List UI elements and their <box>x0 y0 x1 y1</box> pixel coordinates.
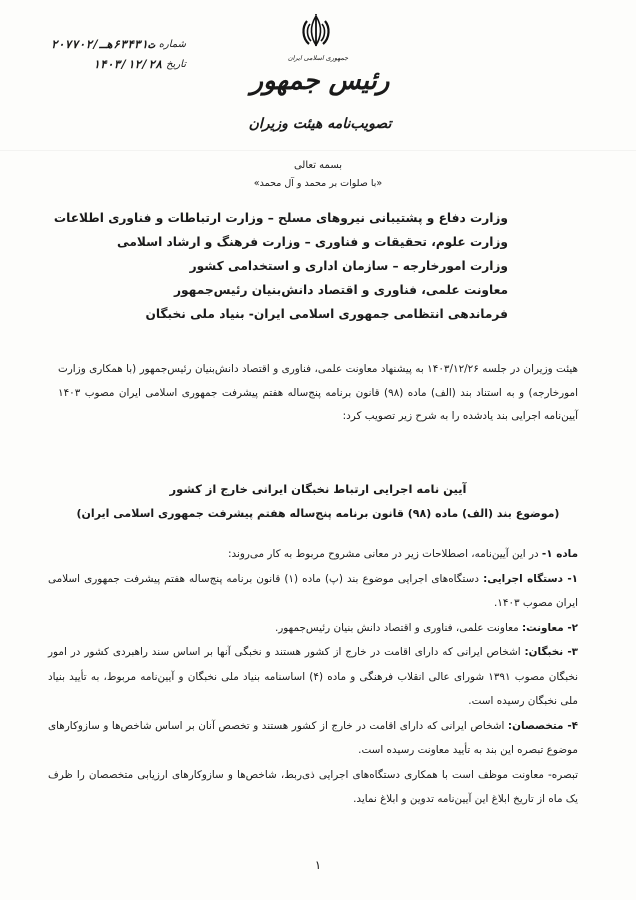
letterhead-brand: رئیس جمهور <box>250 66 390 96</box>
definition-2-heading: ۲- معاونت: <box>522 621 578 634</box>
iran-emblem-icon <box>296 12 336 52</box>
article-1-heading: ماده ۱- <box>541 548 578 560</box>
definition-3-heading: ۳- نخبگان: <box>524 646 579 658</box>
meta-date-row <box>16 54 186 74</box>
number-label: شماره <box>158 38 186 50</box>
regulation-body <box>48 542 578 812</box>
regulation-title: آیین نامه اجرایی ارتباط نخبگان ایرانی خارج از کشور <box>169 482 467 496</box>
regulation-subtitle: (موضوع بند (الف) ماده (۹۸) قانون برنامه پنج‌ساله هفتم پیشرفت جمهوری اسلامی ایران) <box>76 507 560 520</box>
definition-4 <box>48 714 578 763</box>
page-number: ۱ <box>314 858 322 872</box>
date-value: ۱۴۰۳/۱۲/۲۸ <box>92 57 163 71</box>
number-value: ۲۰۷۷۰۲/ت۶۳۴۳۱هـ <box>50 37 155 51</box>
article-1 <box>48 542 578 567</box>
definition-3 <box>48 640 578 714</box>
definition-1 <box>48 567 578 616</box>
letterhead-subtitle: تصویب‌نامه هیئت وزیران <box>248 116 392 132</box>
definition-1-text: دستگاه‌های اجرایی موضوع بند (پ) ماده (۱) قانون برنامه پنج‌ساله هفتم پیشرفت جمهوری اسلامی ایران مصوب ۱۴۰۳. <box>48 572 578 609</box>
definition-3-text: اشخاص ایرانی که دارای اقامت در خارج از کشور هستند و نخبگی آنها بر اساس سند راهبردی کشور در امور نخبگان مصوب ۱۳۹۱ شورای عالی انقلاب فرهنگی و ماده (۴) اساسنامه بنیاد ملی نخبگان و آیین‌نامه مربوط، به تأیید بنیاد ملی نخبگان رسیده است. <box>48 646 578 707</box>
salawat: «با صلوات بر محمد و آل محمد» <box>253 178 383 189</box>
addressee-line: وزارت دفاع و پشتیبانی نیروهای مسلح – وزارت ارتباطات و فناوری اطلاعات <box>53 211 508 225</box>
definition-2-text: معاونت علمی، فناوری و اقتصاد دانش بنیان رئیس‌جمهور. <box>274 621 522 634</box>
bismillah: بسمه تعالی <box>293 160 343 171</box>
addressee-line: معاونت علمی، فناوری و اقتصاد دانش‌بنیان رئیس‌جمهور <box>174 283 508 297</box>
intro-paragraph: هیئت وزیران در جلسه ۱۴۰۳/۱۲/۲۶ به پیشنهاد معاونت علمی، فناوری و اقتصاد دانش‌بنیان رئیس‌جمهور (با همکاری وزارت امورخارجه) و به استناد بند (الف) ماده (۹۸) قانون برنامه پنج‌ساله هفتم پیشرفت جمهوری اسلامی ایران مصوب ۱۴۰۳ آیین‌نامه اجرایی بند یادشده را به شرح زیر تصویب کرد: <box>58 363 578 422</box>
note-paragraph: تبصره- معاونت موظف است با همکاری دستگاه‌های اجرایی ذی‌ربط، شاخص‌ها و سازوکارهای ارزیابی متخصصان را ظرف یک ماه از تاریخ ابلاغ این آیین‌نامه تدوین و ابلاغ نماید. <box>48 768 578 805</box>
scan-artifact <box>0 150 636 151</box>
definition-4-heading: ۴- متخصصان: <box>507 719 578 732</box>
addressee-list <box>53 206 508 326</box>
definition-2 <box>48 616 578 641</box>
definition-4-text: اشخاص ایرانی که دارای اقامت در خارج از کشور هستند و تخصص آنان بر اساس شاخص‌ها و سازوکارهای موضوع تبصره این بند به تأیید معاونت رسیده است. <box>48 719 578 756</box>
definition-1-heading: ۱- دستگاه اجرایی: <box>483 572 579 585</box>
date-label: تاریخ <box>166 58 186 70</box>
meta-number-row <box>16 34 186 54</box>
addressee-line: فرماندهی انتظامی جمهوری اسلامی ایران- بنیاد ملی نخبگان <box>145 307 508 321</box>
addressee-line: وزارت امورخارجه – سازمان اداری و استخدامی کشور <box>189 259 508 273</box>
emblem-caption: جمهوری اسلامی ایران <box>287 54 349 62</box>
addressee-line: وزارت علوم، تحقیقات و فناوری – وزارت فرهنگ و ارشاد اسلامی <box>116 235 508 249</box>
document-meta <box>16 34 186 74</box>
article-1-text: در این آیین‌نامه، اصطلاحات زیر در معانی مشروح مربوط به کار می‌روند: <box>228 548 542 560</box>
